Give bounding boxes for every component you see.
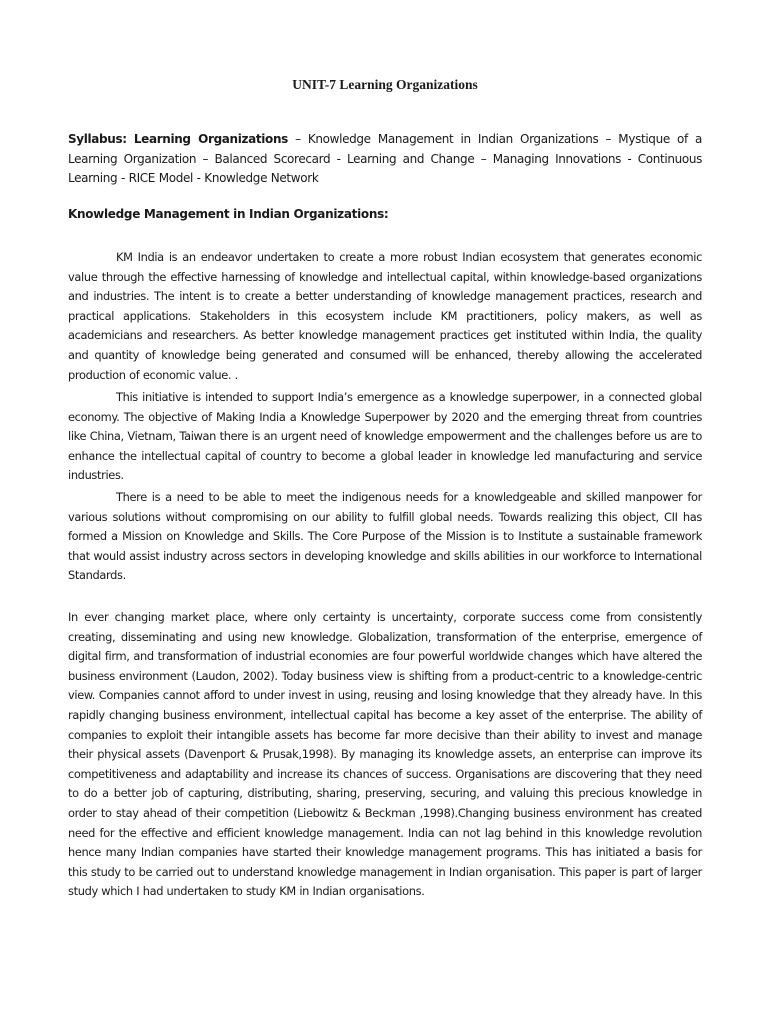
body-paragraph-1: KM India is an endeavor undertaken to create a more robust Indian ecosystem that generates economic value through the effective harnessing of knowledge and intellectual capital, within knowledge-based organizations and industries. The intent is to create a better understanding of knowledge management practices, research and practical applications. Stakeholders in this ecosystem include KM practitioners, policy makers, as well as academicians and researchers. As better knowledge management practices get instituted within India, the quality and quantity of knowledge being generated and consumed will be enhanced, thereby allowing the accelerated production of economic value. .: [68, 250, 702, 382]
body-paragraph-2: This initiative is intended to support India’s emergence as a knowledge superpower, in a connected global economy. The objective of Making India a Knowledge Superpower by 2020 and the emerging threat from countries like China, Vietnam, Taiwan there is an urgent need of knowledge empowerment and the challenges before us are to enhance the intellectual capital of country to become a global leader in knowledge led manufacturing and service industries.: [68, 390, 702, 483]
section-heading: Knowledge Management in Indian Organizations:: [68, 207, 389, 221]
syllabus-label: Syllabus:: [68, 132, 127, 146]
body-paragraph-3: There is a need to be able to meet the indigenous needs for a knowledgeable and skilled manpower for various solutions without compromising on our ability to fulfill global needs. Towards realizing this object, CII has formed a Mission on Knowledge and Skills. The Core Purpose of the Mission is to Institute a sustainable framework that would assist industry across sectors in developing knowledge and skills abilities in our workforce to International Standards.: [68, 490, 702, 583]
body-paragraph-4: In ever changing market place, where only certainty is uncertainty, corporate success come from consistently creating, disseminating and using new knowledge. Globalization, transformation of the enterprise, emergence of digital firm, and transformation of industrial economies are four powerful worldwide changes which have altered the business environment (Laudon, 2002). Today business view is shifting from a product-centric to a knowledge-centric view. Companies cannot afford to under invest in using, reusing and losing knowledge that they already have. In this rapidly changing business environment, intellectual capital has become a key asset of the enterprise. The ability of companies to exploit their intangible assets has become far more decisive than their ability to invest and manage their physical assets (Davenport & Prusak,1998). By managing its knowledge assets, an enterprise can improve its competitiveness and adaptability and increase its chances of success. Organisations are discovering that they need to do a better job of capturing, distributing, sharing, preserving, securing, and valuing this precious knowledge in order to stay ahead of their competition (Liebowitz & Beckman ,1998).Changing business environment has created need for the effective and efficient knowledge management. India can not lag behind in this knowledge revolution hence many Indian companies have started their knowledge management programs. This has initiated a basis for this study to be carried out to understand knowledge management in Indian organisation. This paper is part of larger study which I had undertaken to study KM in Indian organisations.: [68, 610, 702, 899]
syllabus-paragraph: [68, 130, 702, 189]
syllabus-topics: – Knowledge Management in Indian Organizations – Mystique of a Learning Organization – Balanced Scorecard - Learning and Change – Managing Innovations - Continuous Learning - RICE Model - Knowledge Network: [68, 132, 703, 185]
syllabus-bold-topic: Learning Organizations: [133, 132, 288, 146]
page-title: UNIT-7 Learning Organizations: [292, 77, 478, 92]
